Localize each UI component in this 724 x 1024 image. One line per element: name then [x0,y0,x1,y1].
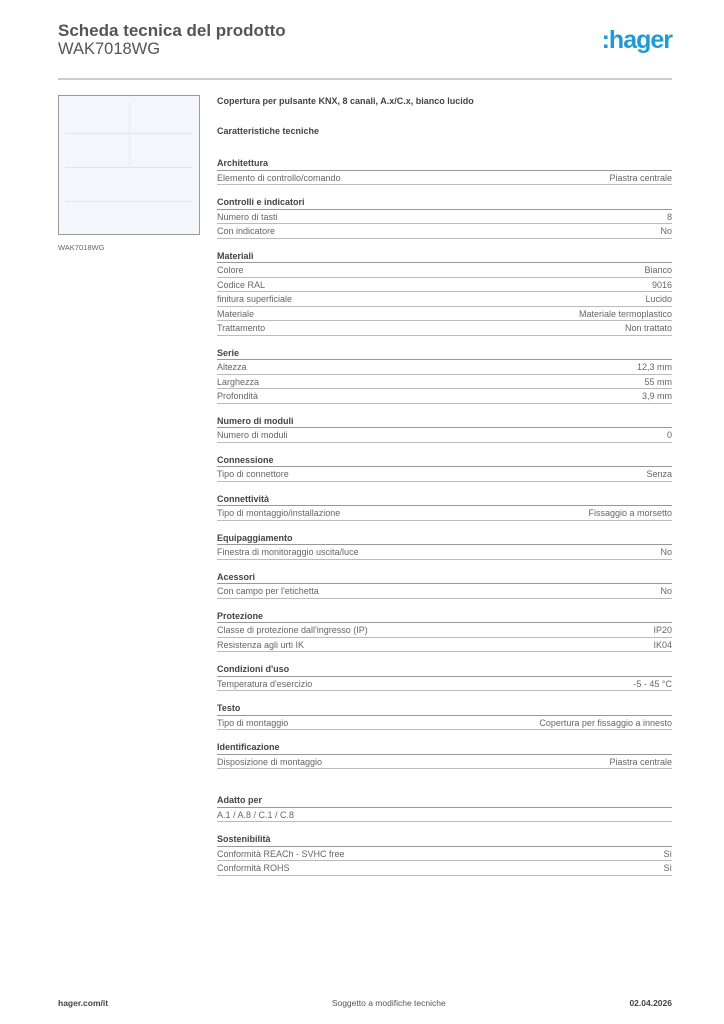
spec-value: Sì [663,848,672,859]
spec-value: IK04 [653,639,672,650]
spec-row [217,375,672,390]
spec-row [217,292,672,307]
spec-value: No [660,586,672,596]
section-title: Sostenibilità [217,832,672,847]
spec-row [217,808,672,823]
section-title: Architettura [217,156,672,171]
spec-row [217,389,672,404]
section-title: Connettività [217,492,672,507]
spec-section [217,570,672,599]
spec-value: No [660,226,672,236]
spec-row [217,677,672,692]
spec-value: Senza [646,469,672,479]
spec-row [217,360,672,375]
spec-value: No [660,547,672,557]
spec-label: Temperatura d'esercizio [217,678,313,689]
hager-logo: :hager [601,26,672,54]
spec-row [217,847,672,862]
section-title: Equipaggiamento [217,531,672,546]
spec-section [217,793,672,822]
spec-section [217,701,672,730]
spec-section [217,195,672,239]
spec-row [217,171,672,186]
spec-value: Fissaggio a morsetto [588,508,672,518]
spec-row [217,623,672,638]
spec-value: 9016 [651,279,672,290]
spec-label: Numero di tasti [217,211,278,222]
spec-section [217,414,672,443]
spec-section [217,453,672,482]
spec-row [217,755,672,770]
spec-label: Conformità ROHS [217,863,290,873]
spec-row [217,278,672,293]
spec-section [217,156,672,185]
spec-value: Sì [663,863,672,873]
spec-label: Materiale [217,308,255,319]
section-title: Numero di moduli [217,414,672,429]
spec-label: Trattamento [217,323,266,333]
footer-website[interactable]: hager.com/it [58,998,109,1008]
product-description: Copertura per pulsante KNX, 8 canali, A.x/C.x, bianco lucido [217,96,474,106]
spec-value: Piastra centrale [609,756,672,767]
image-caption: WAK7018WG [58,243,105,252]
spec-label: Conformità REACh - SVHC free [217,848,345,859]
product-image [58,95,200,235]
spec-label: Colore [217,265,244,275]
spec-label: Numero di moduli [217,430,288,440]
spec-row [217,263,672,278]
product-code: WAK7018WG [58,40,161,58]
spec-section [217,832,672,876]
spec-value: 8 [666,211,672,222]
spec-content [217,96,672,876]
spec-row [217,584,672,599]
spec-value: 0 [666,430,672,440]
section-title: Materiali [217,249,672,264]
footer-note: Soggetto a modifiche tecniche [331,998,446,1008]
spec-label: Larghezza [217,376,260,387]
spec-section [217,740,672,769]
spec-section [217,346,672,404]
spec-value: Lucido [645,294,672,304]
spec-label: Con indicatore [217,226,276,236]
spec-label: Tipo di connettore [217,469,289,479]
section-title: Serie [217,346,672,361]
spec-label: Con campo per l'etichetta [217,586,319,596]
spec-label: finitura superficiale [217,294,293,304]
spec-section [217,249,672,336]
footer [58,998,672,1008]
spec-value: Bianco [644,265,672,275]
spec-label: A.1 / A.8 / C.1 / C.8 [217,809,295,820]
spec-value: Piastra centrale [609,172,672,183]
spec-row [217,861,672,876]
spec-label: Tipo di montaggio [217,717,289,728]
spec-row [217,224,672,239]
section-title: Identificazione [217,740,672,755]
spec-label: Tipo di montaggio/installazione [217,508,341,518]
page-title: Scheda tecnica del prodotto [58,21,286,40]
spec-label: Classe di protezione dall'ingresso (IP) [217,625,368,635]
spec-label: Profondità [217,391,259,401]
section-heading: Caratteristiche tecniche [217,126,320,136]
spec-value: 3,9 mm [641,391,672,401]
spec-value: Copertura per fissaggio a innesto [539,717,672,728]
spec-row [217,210,672,225]
spec-label: Resistenza agli urti IK [217,639,305,650]
section-title: Testo [217,701,672,716]
spec-section [217,531,672,560]
spec-value: IP20 [653,625,672,635]
spec-row [217,321,672,336]
spec-value: Non trattato [624,323,672,333]
spec-section [217,609,672,653]
spec-label: Finestra di monitoraggio uscita/luce [217,547,359,557]
spec-row [217,428,672,443]
spec-value: 12,3 mm [636,362,672,372]
section-title: Condizioni d'uso [217,662,672,677]
spec-row [217,506,672,521]
section-title: Protezione [217,609,672,624]
spec-label: Disposizione di montaggio [217,756,323,767]
section-title: Adatto per [217,793,672,808]
section-title: Acessori [217,570,672,585]
spec-sections [217,156,672,876]
spec-value: Materiale termoplastico [578,308,672,319]
section-title: Controlli e indicatori [217,195,672,210]
spec-value: 55 mm [644,376,672,387]
spec-row [217,545,672,560]
spec-row [217,716,672,731]
spec-row [217,638,672,653]
section-title: Connessione [217,453,672,468]
spec-row [217,307,672,322]
header-divider [58,78,672,80]
spec-label: Codice RAL [217,279,266,290]
spec-row [217,467,672,482]
footer-date: 02.04.2026 [629,998,672,1008]
spec-value: -5 - 45 °C [633,678,672,689]
spec-section [217,492,672,521]
spec-label: Altezza [217,362,247,372]
spec-section [217,662,672,691]
spec-label: Elemento di controllo/comando [217,172,341,183]
